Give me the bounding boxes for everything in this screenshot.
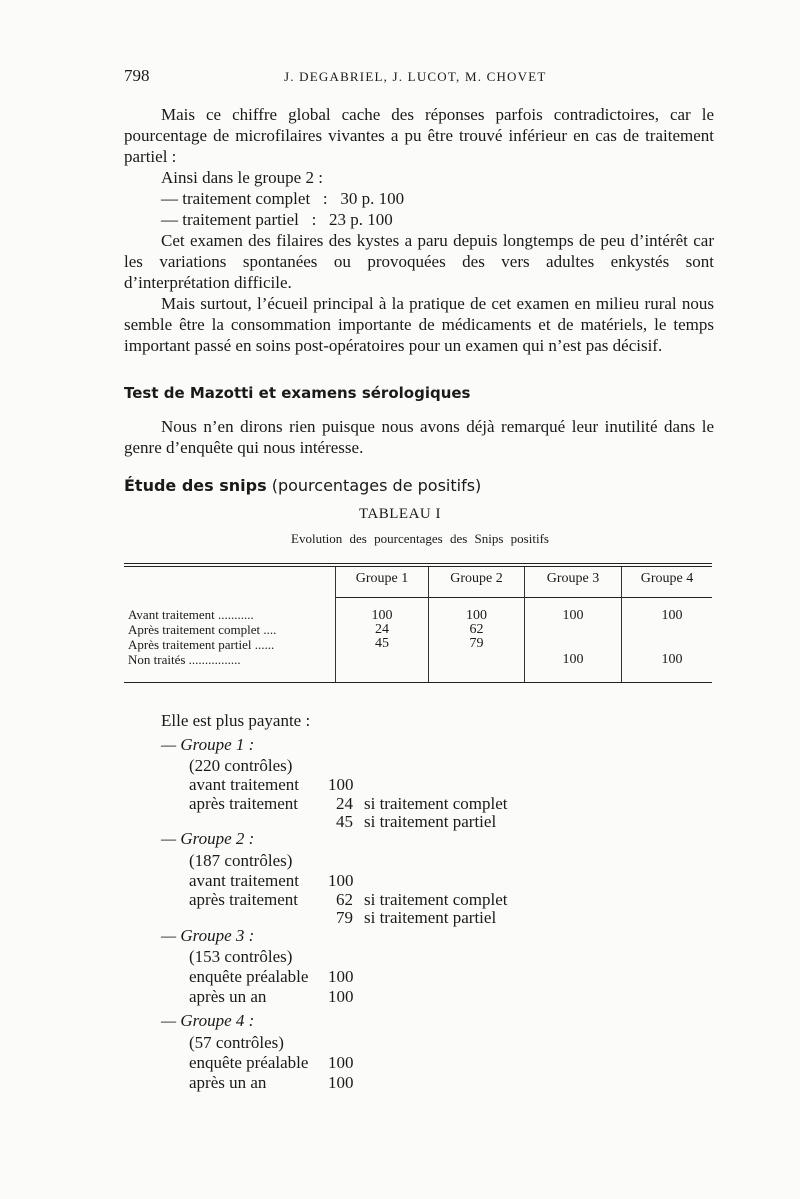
col-header-groupe-2: Groupe 2 — [450, 571, 503, 586]
group-controls: (57 contrôles) — [189, 1033, 284, 1052]
table-title: TABLEAU I — [358, 506, 442, 522]
table-cell: 100 — [661, 608, 683, 623]
partial-treatment-line: — traitement partiel : 23 p. 100 — [161, 210, 393, 229]
group-line-label: avant traitement — [189, 775, 299, 794]
group-line-value: 100 — [328, 987, 354, 1006]
table-cell: 24 — [375, 622, 389, 637]
table-cell: 100 — [562, 652, 584, 667]
table-top-rule — [124, 563, 712, 564]
col-header-groupe-3: Groupe 3 — [546, 571, 600, 586]
group-title: — Groupe 3 : — [161, 926, 255, 945]
group-line-note: si traitement partiel — [364, 812, 497, 831]
table-row-label: Non traités ................ — [128, 652, 241, 667]
running-authors: J. DEGABRIEL, J. LUCOT, M. CHOVET — [284, 69, 547, 84]
group-line-note: si traitement partiel — [364, 908, 497, 927]
col-header-groupe-4: Groupe 4 — [640, 571, 694, 586]
complete-treatment-line: — traitement complet : 30 p. 100 — [161, 189, 405, 208]
running-header — [124, 66, 714, 90]
group-line-value: 100 — [328, 871, 354, 890]
group-line-value: 100 — [328, 1073, 354, 1092]
group-title: — Groupe 2 : — [161, 829, 255, 848]
summary-intro: Elle est plus payante : — [161, 711, 311, 730]
group-line-value: 100 — [328, 775, 354, 794]
table-row-label: Avant traitement ........... — [128, 607, 254, 622]
group-line-value: 45 — [336, 812, 353, 831]
table-cell: 62 — [469, 622, 484, 637]
group-line-value: 79 — [336, 908, 353, 927]
group-line-label: avant traitement — [189, 871, 299, 890]
group-line-label: après un an — [189, 987, 267, 1006]
paragraph-2: Cet examen des filaires des kystes a paru depuis longtemps de peu d’intérêt car les variations spontanées ou provoquées des vers adultes enkystés sont d’interprétation difficile. — [124, 231, 714, 292]
section-heading-mazotti: Test de Mazotti et examens sérologiques — [124, 384, 471, 402]
table-cell: 100 — [466, 608, 487, 623]
table-cell: 100 — [371, 608, 393, 623]
group-line-label: enquête préalable — [189, 967, 309, 986]
table-cell: 100 — [661, 652, 683, 667]
paragraph-4: Nous n’en dirons rien puisque nous avons déjà remarqué leur inutilité dans le genre d’enquête qui nous intéresse. — [124, 417, 714, 457]
group-line-value: 100 — [328, 1053, 354, 1072]
group-line-note: si traitement complet — [364, 890, 508, 909]
section-heading-snips: Étude des snips (pourcentages de positifs) — [124, 476, 482, 495]
group-line-label: après traitement — [189, 794, 299, 813]
group-controls: (220 contrôles) — [189, 756, 293, 775]
table-cell: 79 — [469, 636, 484, 651]
table-cell: 45 — [375, 636, 389, 651]
table-row-label: Après traitement complet .... — [128, 622, 277, 637]
group-line-value: 100 — [328, 967, 354, 986]
paragraph-1b: Ainsi dans le groupe 2 : — [161, 168, 323, 187]
table-top-rule-2 — [124, 566, 712, 567]
group-title: — Groupe 4 : — [161, 1011, 255, 1030]
paragraph-3: Mais surtout, l’écueil principal à la pratique de cet examen en milieu rural nous semble être la consommation importante de médicaments et de matériels, le temps important passé en soins post-opératoires pour un examen qui n’est pas décisif. — [124, 294, 714, 355]
group-line-label: enquête préalable — [189, 1053, 309, 1072]
group-line-note: si traitement complet — [364, 794, 508, 813]
paragraph-1: Mais ce chiffre global cache des réponses parfois contradictoires, car le pourcentage de microfilaires vivantes a pu être trouvé inférieur en cas de traitement partiel : — [124, 105, 714, 166]
table-bottom-rule — [124, 682, 712, 683]
group-title: — Groupe 1 : — [161, 735, 255, 754]
group-controls: (187 contrôles) — [189, 851, 293, 870]
group-controls: (153 contrôles) — [189, 947, 293, 966]
table-row-label: Après traitement partiel ...... — [128, 637, 275, 652]
group-line-value: 62 — [336, 890, 353, 909]
page-number: 798 — [124, 66, 150, 85]
group-line-label: après un an — [189, 1073, 267, 1092]
table-cell: 100 — [562, 608, 584, 623]
col-header-groupe-1: Groupe 1 — [355, 571, 409, 586]
group-line-value: 24 — [336, 794, 353, 813]
group-line-label: après traitement — [189, 890, 299, 909]
table-subtitle: Evolution des pourcentages des Snips positifs — [291, 531, 549, 546]
